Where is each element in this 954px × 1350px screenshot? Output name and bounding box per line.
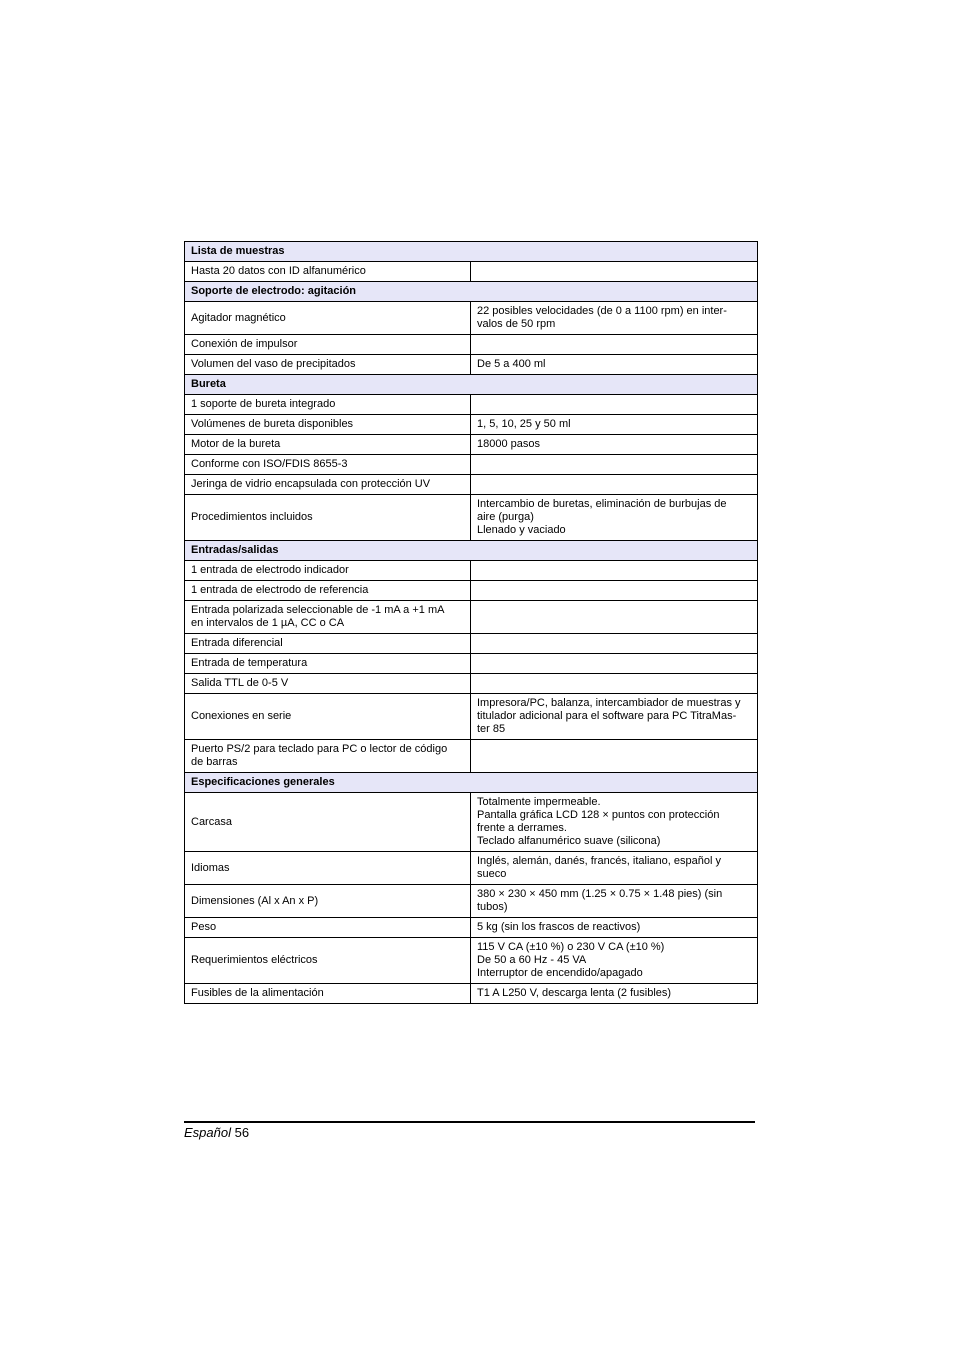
spec-value-cell bbox=[471, 885, 758, 918]
spec-value-cell bbox=[471, 581, 758, 601]
table-row bbox=[185, 740, 758, 773]
spec-label-line: 1 entrada de electrodo indicador bbox=[191, 564, 349, 576]
spec-label-line: 1 entrada de electrodo de referencia bbox=[191, 584, 369, 596]
table-row bbox=[185, 355, 758, 375]
spec-value-line: titulador adicional para el software para PC TitraMas- bbox=[477, 710, 737, 722]
spec-value-line: frente a derrames. bbox=[477, 822, 567, 834]
spec-label-cell bbox=[185, 984, 471, 1004]
spec-label-line: Conforme con ISO/FDIS 8655-3 bbox=[191, 458, 348, 470]
spec-value-line: valos de 50 rpm bbox=[477, 318, 556, 330]
table-row bbox=[185, 495, 758, 541]
specifications-table bbox=[184, 241, 758, 1004]
table-row bbox=[185, 885, 758, 918]
spec-value-cell bbox=[471, 302, 758, 335]
spec-label-line: Entrada polarizada seleccionable de -1 mA a +1 mA bbox=[191, 604, 445, 616]
spec-value-cell bbox=[471, 455, 758, 475]
spec-value-cell bbox=[471, 415, 758, 435]
table-row bbox=[185, 938, 758, 984]
spec-label-cell bbox=[185, 415, 471, 435]
spec-value-line: sueco bbox=[477, 868, 507, 880]
spec-value-line: 18000 pasos bbox=[477, 438, 540, 450]
spec-label-cell bbox=[185, 885, 471, 918]
spec-value-cell bbox=[471, 395, 758, 415]
spec-value-line: aire (purga) bbox=[477, 511, 534, 523]
spec-value-line: Interruptor de encendido/apagado bbox=[477, 967, 643, 979]
section-title: Especificaciones generales bbox=[185, 773, 758, 793]
spec-value-cell bbox=[471, 435, 758, 455]
spec-value-cell bbox=[471, 694, 758, 740]
spec-value-cell bbox=[471, 355, 758, 375]
spec-value-line: tubos) bbox=[477, 901, 508, 913]
table-row bbox=[185, 262, 758, 282]
spec-label-line: Fusibles de la alimentación bbox=[191, 987, 324, 999]
spec-label-line: de barras bbox=[191, 756, 238, 768]
table-row bbox=[185, 435, 758, 455]
spec-value-cell bbox=[471, 335, 758, 355]
section-header-row bbox=[185, 375, 758, 395]
spec-label-cell bbox=[185, 262, 471, 282]
spec-value-line: Inglés, alemán, danés, francés, italiano, español y bbox=[477, 855, 721, 867]
spec-label-cell bbox=[185, 740, 471, 773]
spec-label-line: Carcasa bbox=[191, 815, 232, 828]
spec-label-cell bbox=[185, 694, 471, 740]
spec-value-cell bbox=[471, 674, 758, 694]
spec-label-cell bbox=[185, 335, 471, 355]
page-number: 56 bbox=[234, 1125, 250, 1140]
spec-value-line: Teclado alfanumérico suave (silicona) bbox=[477, 835, 661, 847]
table-row bbox=[185, 415, 758, 435]
specifications-table-body bbox=[185, 242, 758, 1004]
spec-label-line: Volúmenes de bureta disponibles bbox=[191, 418, 354, 430]
spec-label-cell bbox=[185, 395, 471, 415]
spec-label-cell bbox=[185, 793, 471, 852]
spec-label-cell bbox=[185, 918, 471, 938]
spec-label-cell bbox=[185, 634, 471, 654]
spec-label-cell bbox=[185, 601, 471, 634]
table-row bbox=[185, 455, 758, 475]
spec-value-line: Totalmente impermeable. bbox=[477, 796, 601, 808]
table-row bbox=[185, 674, 758, 694]
section-header-row bbox=[185, 242, 758, 262]
table-row bbox=[185, 561, 758, 581]
spec-label-line: Requerimientos eléctricos bbox=[191, 954, 318, 966]
footer-language: Español bbox=[184, 1125, 231, 1140]
spec-label-line: en intervalos de 1 µA, CC o CA bbox=[191, 617, 345, 629]
spec-value-line: 5 kg (sin los frascos de reactivos) bbox=[477, 921, 641, 933]
spec-label-line: Procedimientos incluidos bbox=[191, 511, 313, 523]
spec-value-line: 380 × 230 × 450 mm (1.25 × 0.75 × 1.48 pies) (sin bbox=[477, 888, 723, 900]
spec-label-line: Agitador magnético bbox=[191, 311, 286, 324]
spec-value-cell bbox=[471, 262, 758, 282]
table-row bbox=[185, 475, 758, 495]
spec-value-line: Pantalla gráfica LCD 128 × puntos con protección bbox=[477, 809, 720, 821]
spec-value-cell bbox=[471, 938, 758, 984]
spec-value-line: Impresora/PC, balanza, intercambiador de muestras y bbox=[477, 697, 741, 709]
table-row bbox=[185, 654, 758, 674]
spec-label-cell bbox=[185, 674, 471, 694]
spec-label-cell bbox=[185, 852, 471, 885]
section-title: Bureta bbox=[185, 375, 758, 395]
spec-value-line: T1 A L250 V, descarga lenta (2 fusibles) bbox=[477, 987, 672, 999]
spec-value-line: 1, 5, 10, 25 y 50 ml bbox=[477, 418, 571, 430]
spec-value-cell bbox=[471, 984, 758, 1004]
table-row bbox=[185, 793, 758, 852]
spec-label-cell bbox=[185, 654, 471, 674]
page-footer bbox=[184, 1125, 249, 1140]
spec-value-line: Intercambio de buretas, eliminación de burbujas de bbox=[477, 498, 727, 510]
spec-value-cell bbox=[471, 475, 758, 495]
spec-label-line: Dimensiones (Al x An x P) bbox=[191, 894, 319, 907]
spec-value-line: ter 85 bbox=[477, 723, 506, 735]
spec-label-cell bbox=[185, 302, 471, 335]
footer-rule bbox=[184, 1121, 755, 1123]
table-row bbox=[185, 634, 758, 654]
spec-label-line: 1 soporte de bureta integrado bbox=[191, 398, 336, 410]
spec-label-line: Peso bbox=[191, 921, 217, 933]
section-title: Entradas/salidas bbox=[185, 541, 758, 561]
spec-value-line: De 5 a 400 ml bbox=[477, 358, 546, 370]
table-row bbox=[185, 581, 758, 601]
section-title: Soporte de electrodo: agitación bbox=[185, 282, 758, 302]
table-row bbox=[185, 918, 758, 938]
spec-value-cell bbox=[471, 852, 758, 885]
spec-label-line: Entrada diferencial bbox=[191, 637, 283, 649]
spec-value-line: 22 posibles velocidades (de 0 a 1100 rpm) en inter- bbox=[477, 305, 727, 317]
spec-label-cell bbox=[185, 475, 471, 495]
spec-label-line: Conexión de impulsor bbox=[191, 338, 298, 350]
spec-label-cell bbox=[185, 561, 471, 581]
spec-value-line: De 50 a 60 Hz - 45 VA bbox=[477, 954, 587, 966]
spec-label-line: Puerto PS/2 para teclado para PC o lector de código bbox=[191, 743, 448, 755]
spec-label-cell bbox=[185, 355, 471, 375]
spec-label-cell bbox=[185, 938, 471, 984]
spec-value-cell bbox=[471, 495, 758, 541]
table-row bbox=[185, 852, 758, 885]
section-title: Lista de muestras bbox=[185, 242, 758, 262]
section-header-row bbox=[185, 773, 758, 793]
spec-value-cell bbox=[471, 561, 758, 581]
spec-label-line: Motor de la bureta bbox=[191, 438, 281, 450]
table-row bbox=[185, 984, 758, 1004]
spec-value-cell bbox=[471, 793, 758, 852]
spec-label-line: Volumen del vaso de precipitados bbox=[191, 358, 356, 370]
spec-value-line: 115 V CA (±10 %) o 230 V CA (±10 %) bbox=[477, 941, 665, 953]
spec-value-line: Llenado y vaciado bbox=[477, 524, 566, 536]
table-row bbox=[185, 302, 758, 335]
spec-label-line: Entrada de temperatura bbox=[191, 657, 308, 669]
spec-label-line: Idiomas bbox=[191, 861, 230, 874]
spec-value-cell bbox=[471, 740, 758, 773]
spec-label-cell bbox=[185, 495, 471, 541]
table-row bbox=[185, 694, 758, 740]
spec-label-line: Hasta 20 datos con ID alfanumérico bbox=[191, 265, 366, 277]
spec-label-line: Salida TTL de 0-5 V bbox=[191, 677, 289, 689]
section-header-row bbox=[185, 541, 758, 561]
section-header-row bbox=[185, 282, 758, 302]
table-row bbox=[185, 395, 758, 415]
table-row bbox=[185, 335, 758, 355]
spec-value-cell bbox=[471, 654, 758, 674]
spec-label-line: Conexiones en serie bbox=[191, 710, 292, 722]
table-row bbox=[185, 601, 758, 634]
spec-label-cell bbox=[185, 455, 471, 475]
spec-value-cell bbox=[471, 634, 758, 654]
spec-label-cell bbox=[185, 435, 471, 455]
spec-label-cell bbox=[185, 581, 471, 601]
spec-label-line: Jeringa de vidrio encapsulada con protección UV bbox=[191, 478, 431, 490]
spec-value-cell bbox=[471, 601, 758, 634]
spec-value-cell bbox=[471, 918, 758, 938]
